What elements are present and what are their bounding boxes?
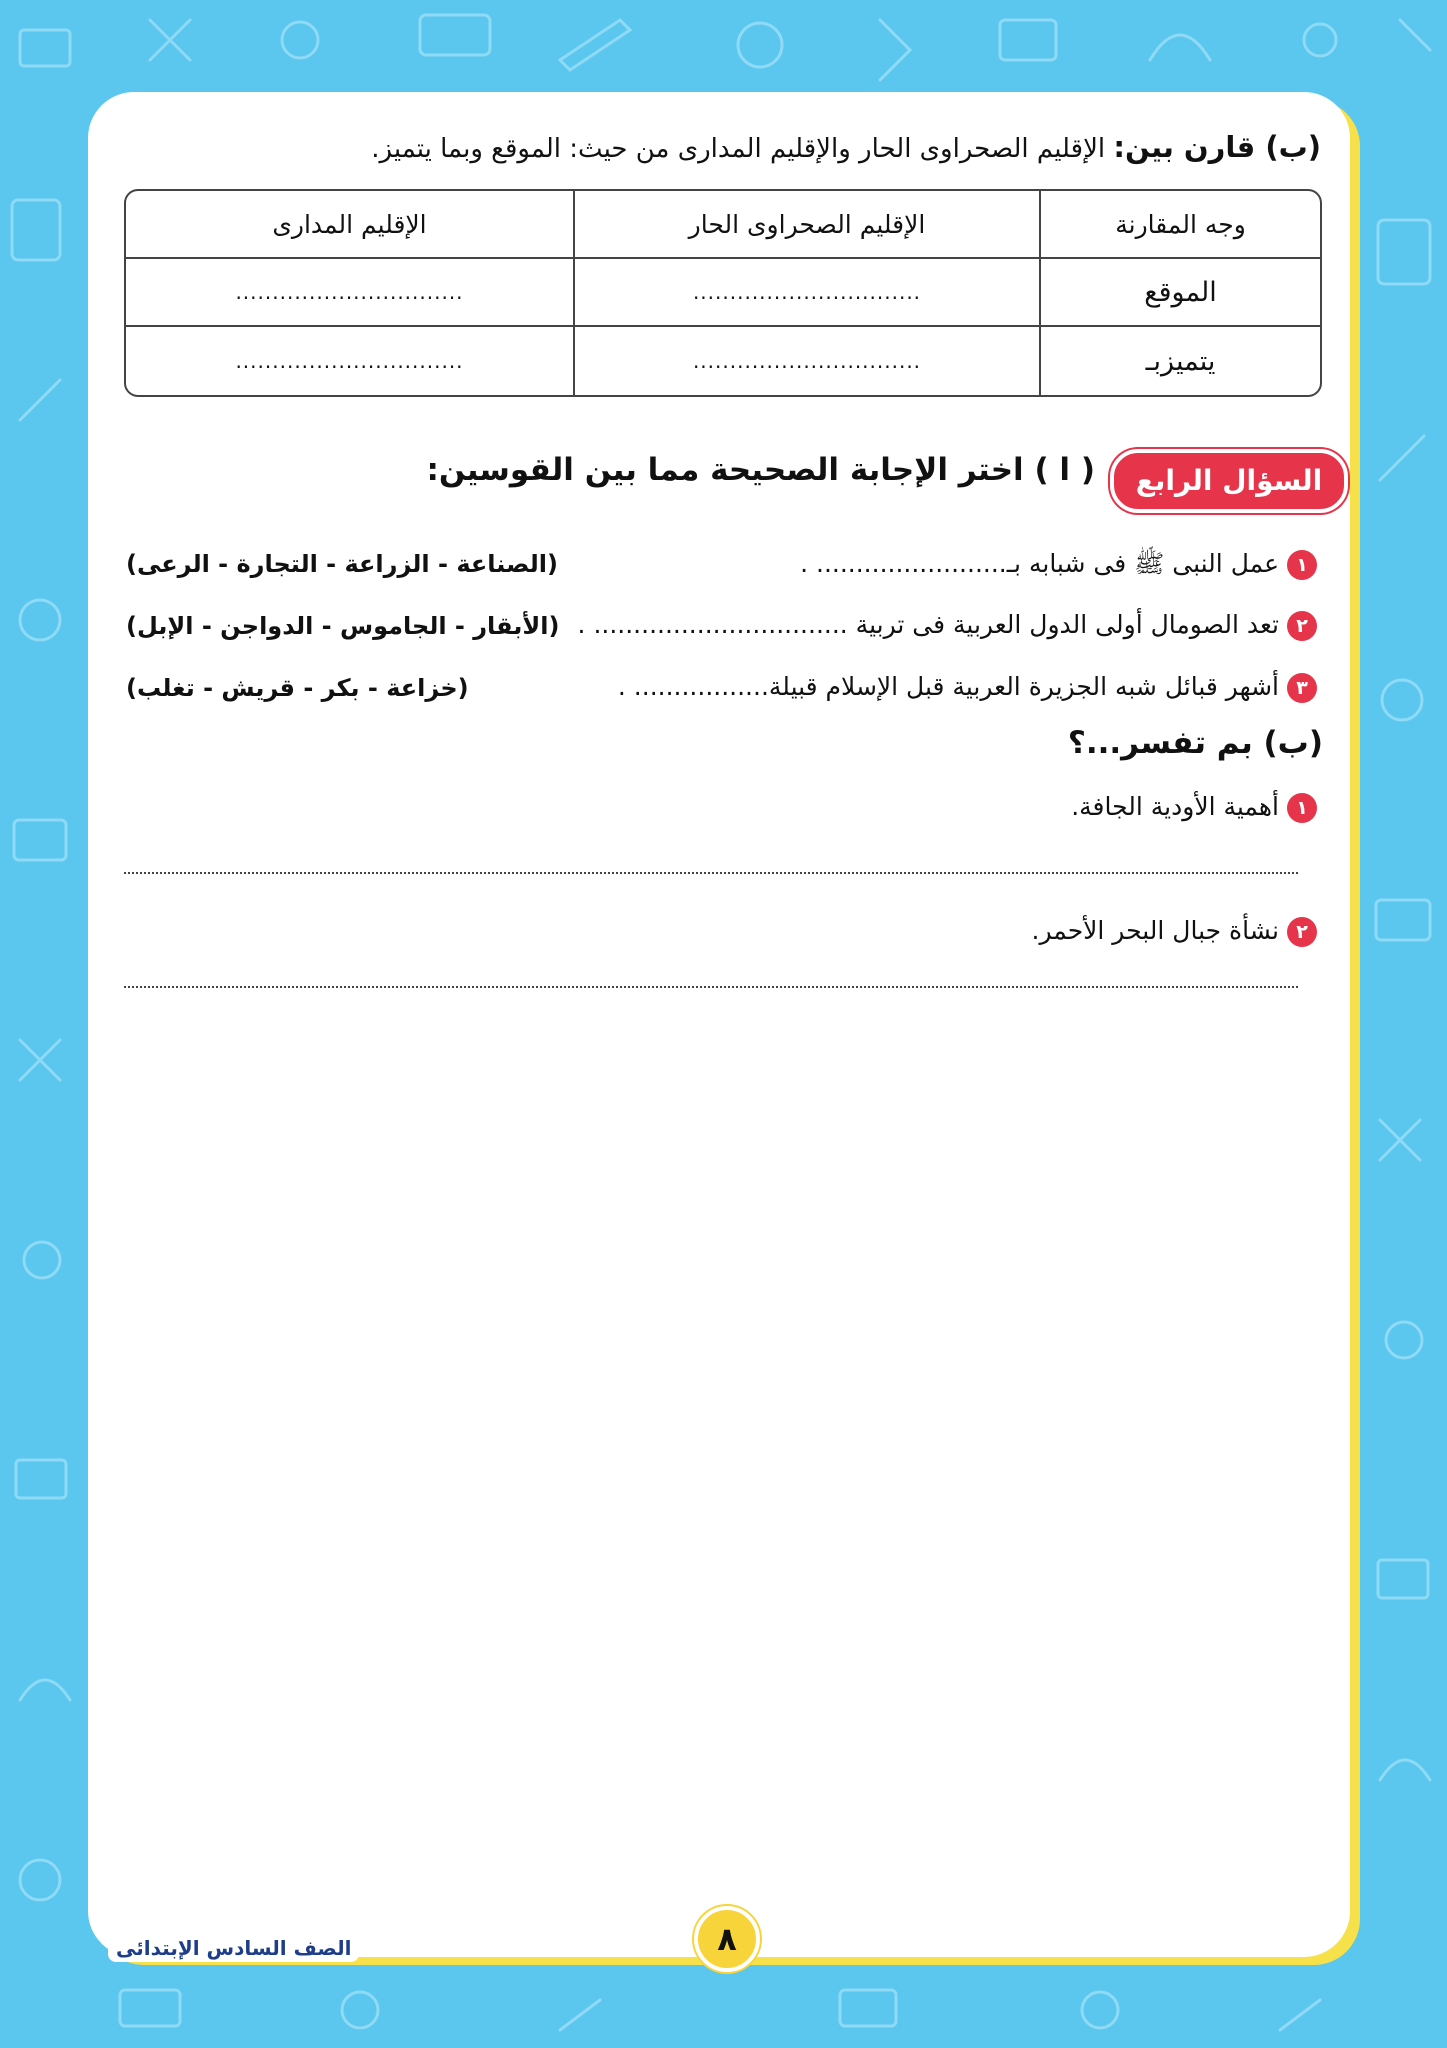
number-badge: ٣: [1287, 673, 1317, 703]
table-header-row: [126, 191, 1320, 259]
table-header-desert: الإقليم الصحراوى الحار: [573, 191, 1039, 259]
explain-text: نشأة جبال البحر الأحمر.: [1031, 916, 1279, 945]
blank-tropical-features[interactable]: ...............................: [235, 349, 464, 373]
comparison-table: [124, 189, 1322, 397]
mc-question-text: أشهر قبائل شبه الجزيرة العربية قبل الإسلام قبيلة................. .: [617, 672, 1279, 701]
mc-question-1: [800, 548, 1317, 585]
number-badge: ٢: [1287, 917, 1317, 947]
explain-item-1: [1071, 792, 1317, 823]
blank-tropical-location[interactable]: ...............................: [126, 259, 573, 327]
question4-badge: السؤال الرابع: [1110, 449, 1348, 513]
mc-options-1[interactable]: (الصناعة - الزراعة - التجارة - الرعى): [126, 550, 558, 578]
table-header-tropical: الإقليم المدارى: [126, 191, 573, 259]
mc-question-3: [618, 672, 1317, 703]
part-b-title: (ب) بم تفسر...؟: [1067, 725, 1323, 761]
question4-part-a-title: ( ا ) اختر الإجابة الصحيحة مما بين القوسين:: [426, 452, 1095, 488]
table-row: [126, 327, 1320, 395]
mc-options-2[interactable]: (الأبقار - الجاموس - الدواجن - الإبل): [126, 612, 560, 640]
compare-lead: (ب) قارن بين:: [1113, 130, 1321, 164]
mc-options-3[interactable]: (خزاعة - بكر - قريش - تغلب): [126, 674, 469, 702]
answer-line-1[interactable]: [124, 872, 1298, 874]
mc-question-2: [578, 610, 1317, 641]
mc-question-text: عمل النبى ﷺ فى شبابه بـ........................ .: [800, 549, 1279, 578]
compare-text: الإقليم الصحراوى الحار والإقليم المدارى من حيث: الموقع وبما يتميز.: [371, 134, 1106, 164]
blank-desert-features[interactable]: ...............................: [573, 327, 1039, 395]
page-number: ٨: [694, 1906, 760, 1972]
table-row: [126, 259, 1320, 327]
mc-question-text: تعد الصومال أولى الدول العربية فى تربية ................................ .: [577, 610, 1279, 639]
explain-text: أهمية الأودية الجافة.: [1071, 792, 1279, 821]
answer-line-2[interactable]: [124, 986, 1298, 988]
number-badge: ١: [1287, 550, 1317, 580]
compare-instruction: [371, 130, 1321, 164]
blank-desert-location[interactable]: ...............................: [573, 259, 1039, 327]
explain-item-2: [1032, 916, 1318, 947]
number-badge: ١: [1287, 793, 1317, 823]
row-label-location: الموقع: [1039, 259, 1320, 327]
number-badge: ٢: [1287, 611, 1317, 641]
grade-label: الصف السادس الإبتدائى: [108, 1934, 359, 1962]
table-header-aspect: وجه المقارنة: [1039, 191, 1320, 259]
row-label-features: يتميزبـ: [1039, 327, 1320, 395]
